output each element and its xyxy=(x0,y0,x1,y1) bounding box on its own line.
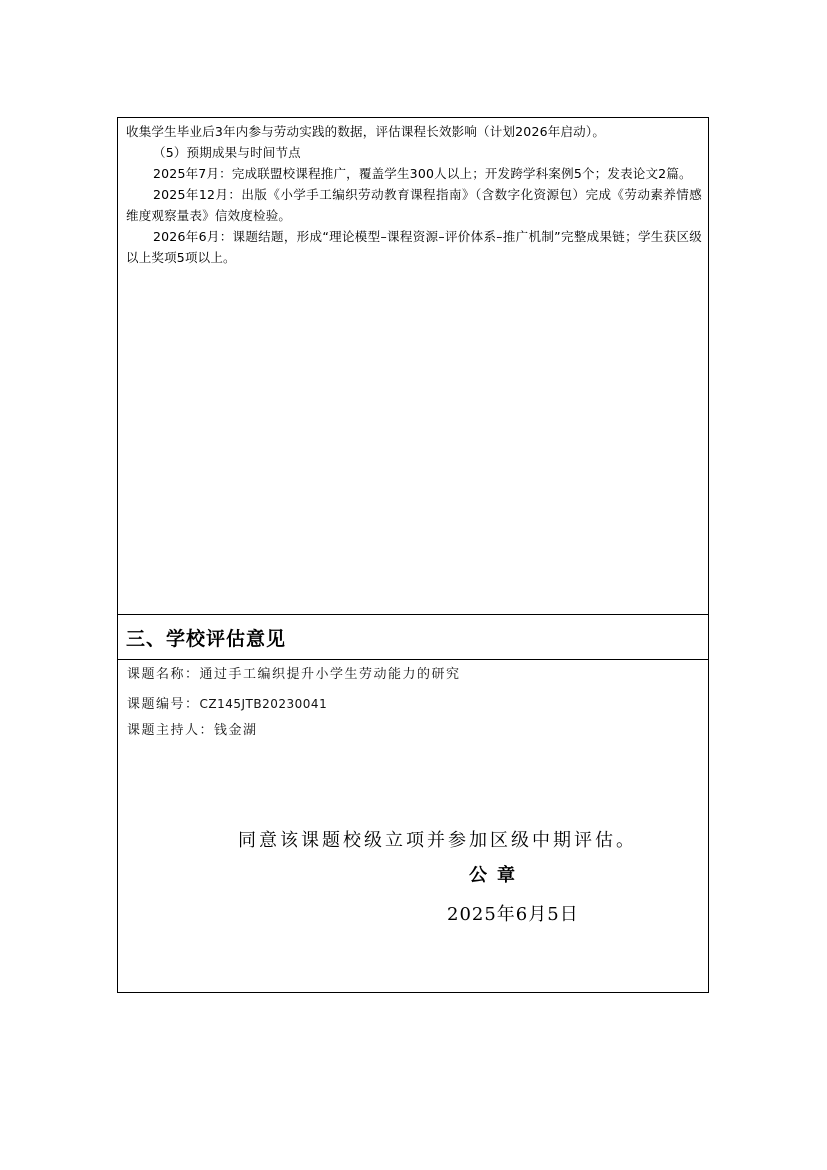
milestone-2025-07: 2025年7月：完成联盟校课程推广，覆盖学生300人以上；开发跨学科案例5个；发表论文2篇。 xyxy=(153,166,692,181)
expected-results-subheading: （5）预期成果与时间节点 xyxy=(153,145,301,160)
data-collection-paragraph: 收集学生毕业后3年内参与劳动实践的数据，评估课程长效影响（计划2026年启动）。 xyxy=(126,124,606,139)
topic-code-value: CZ145JTB20230041 xyxy=(199,697,328,711)
evaluation-opinion: 同意该课题校级立项并参加区级中期评估。 xyxy=(238,830,637,851)
topic-name-line xyxy=(127,666,461,684)
topic-code-line xyxy=(127,695,327,714)
research-plan-cell xyxy=(118,118,708,615)
host-label: 课题主持人： xyxy=(127,723,215,738)
host-value: 钱金湖 xyxy=(214,723,258,738)
school-evaluation-cell xyxy=(118,660,708,992)
section-three-header xyxy=(118,615,708,660)
topic-name-label: 课题名称： xyxy=(127,667,200,682)
form-table xyxy=(117,117,709,993)
topic-name-value: 通过手工编织提升小学生劳动能力的研究 xyxy=(199,667,461,682)
section-three-title: 三、学校评估意见 xyxy=(126,627,287,650)
topic-code-label: 课题编号： xyxy=(127,697,200,712)
milestone-2026-06: 2026年6月：课题结题，形成“理论模型–课程资源–评价体系–推广机制”完整成果链；学生获区级以上奖项5项以上。 xyxy=(126,229,702,265)
host-line xyxy=(127,722,258,740)
evaluation-date: 2025年6月5日 xyxy=(447,904,579,925)
milestone-2025-12: 2025年12月：出版《小学手工编织劳动教育课程指南》（含数字化资源包）完成《劳动素养情感维度观察量表》信效度检验。 xyxy=(126,187,702,223)
official-seal-text: 公章 xyxy=(469,865,525,886)
